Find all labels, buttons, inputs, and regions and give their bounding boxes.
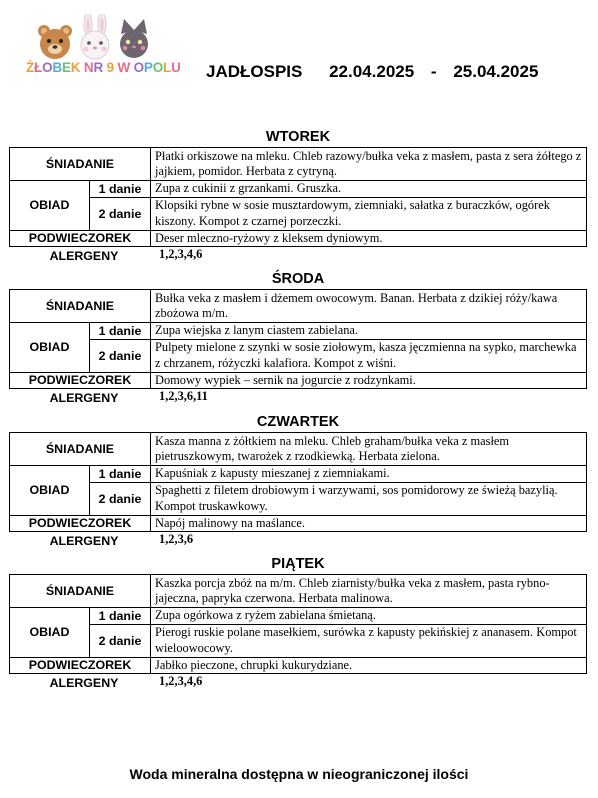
menu-title bbox=[206, 62, 538, 82]
course1-text: Kapuśniak z kapusty mieszanej z ziemniakami. bbox=[151, 466, 587, 483]
allergens-label: ALERGENY bbox=[49, 534, 119, 548]
nursery-logo bbox=[26, 14, 181, 82]
day-section-thursday bbox=[9, 412, 587, 550]
course1-text: Zupa wiejska z lanym ciastem zabielana. bbox=[151, 323, 587, 340]
day-title: ŚRODA bbox=[271, 271, 325, 287]
footer-note: Woda mineralna dostępna w nieograniczonej ilości bbox=[129, 766, 469, 782]
allergens-row bbox=[9, 674, 587, 692]
snack-text: Jabłko pieczone, chrupki kukurydziane. bbox=[151, 657, 587, 674]
breakfast-label: ŚNIADANIE bbox=[10, 290, 151, 323]
allergens-row bbox=[9, 532, 587, 550]
day-title: CZWARTEK bbox=[256, 414, 340, 430]
allergens-value: 1,2,3,6,11 bbox=[159, 389, 208, 403]
snack-row bbox=[10, 230, 587, 247]
allergens-label: ALERGENY bbox=[49, 676, 119, 690]
course2-row bbox=[10, 482, 587, 515]
course2-label: 2 danie bbox=[90, 197, 151, 230]
allergens-row bbox=[9, 389, 587, 407]
course1-row bbox=[10, 181, 587, 198]
logo-text: ŻŁOBEK NR 9 W OPOLU bbox=[26, 60, 181, 75]
course2-label: 2 danie bbox=[90, 339, 151, 372]
snack-row bbox=[10, 657, 587, 674]
course2-label: 2 danie bbox=[90, 482, 151, 515]
snack-text: Domowy wypiek – sernik na jogurcie z rodzynkami. bbox=[151, 372, 587, 389]
animal-faces-icon bbox=[26, 14, 168, 64]
course1-row bbox=[10, 608, 587, 625]
allergens-value: 1,2,3,4,6 bbox=[159, 674, 203, 688]
date-from: 22.04.2025 bbox=[329, 62, 415, 81]
allergens-label: ALERGENY bbox=[49, 249, 119, 263]
lunch-label: OBIAD bbox=[10, 323, 90, 373]
lunch-label: OBIAD bbox=[10, 181, 90, 231]
breakfast-row bbox=[10, 148, 587, 181]
course2-text: Pulpety mielone z szynki w sosie ziołowym, kasza jęczmienna na sypko, marchewka z chrzanem, różyczki kalafiora. Kompot z wiśni. bbox=[151, 339, 587, 372]
course1-label: 1 danie bbox=[90, 181, 151, 198]
breakfast-row bbox=[10, 433, 587, 466]
day-section-wednesday bbox=[9, 269, 587, 407]
course1-row bbox=[10, 466, 587, 483]
breakfast-row bbox=[10, 290, 587, 323]
course1-label: 1 danie bbox=[90, 466, 151, 483]
snack-row bbox=[10, 515, 587, 532]
breakfast-text: Płatki orkiszowe na mleku. Chleb razowy/bułka veka z masłem, pasta z sera żółtego z jajkiem, pomidor. Herbata z cytryną. bbox=[151, 148, 587, 181]
day-section-tuesday bbox=[9, 127, 587, 265]
allergens-value: 1,2,3,4,6 bbox=[159, 247, 203, 261]
breakfast-label: ŚNIADANIE bbox=[10, 433, 151, 466]
allergens-value: 1,2,3,6 bbox=[159, 532, 194, 546]
menu-table bbox=[9, 147, 587, 247]
lunch-label: OBIAD bbox=[10, 608, 90, 658]
breakfast-row bbox=[10, 575, 587, 608]
course1-label: 1 danie bbox=[90, 608, 151, 625]
lunch-label: OBIAD bbox=[10, 466, 90, 516]
date-to: 25.04.2025 bbox=[453, 62, 539, 81]
menu-table bbox=[9, 432, 587, 532]
course2-text: Spaghetti z filetem drobiowym i warzywami, sos pomidorowy ze świeżą bazylią. Kompot truskawkowy. bbox=[151, 482, 587, 515]
title-label: JADŁOSPIS bbox=[206, 62, 303, 81]
course2-text: Pierogi ruskie polane masełkiem, surówka z kapusty pekińskiej z ananasem. Kompot wieloowocowy. bbox=[151, 624, 587, 657]
day-title: PIĄTEK bbox=[271, 556, 325, 572]
snack-row bbox=[10, 372, 587, 389]
snack-label: PODWIECZOREK bbox=[10, 515, 151, 532]
allergens-label: ALERGENY bbox=[49, 391, 119, 405]
snack-label: PODWIECZOREK bbox=[10, 372, 151, 389]
snack-text: Deser mleczno-ryżowy z kleksem dyniowym. bbox=[151, 230, 587, 247]
breakfast-text: Kaszka porcja zbóż na m/m. Chleb ziarnisty/bułka veka z masłem, pasta rybno-jajeczna, papryka czerwona. Herbata malinowa. bbox=[151, 575, 587, 608]
course1-row bbox=[10, 323, 587, 340]
course1-text: Zupa ogórkowa z ryżem zabielana śmietaną. bbox=[151, 608, 587, 625]
breakfast-text: Kasza manna z żółtkiem na mleku. Chleb graham/bułka veka z masłem pietruszkowym, twarożek z rzodkiewką. Herbata zielona. bbox=[151, 433, 587, 466]
course1-label: 1 danie bbox=[90, 323, 151, 340]
day-section-friday bbox=[9, 554, 587, 692]
snack-label: PODWIECZOREK bbox=[10, 230, 151, 247]
breakfast-label: ŚNIADANIE bbox=[10, 148, 151, 181]
allergens-row bbox=[9, 247, 587, 265]
breakfast-label: ŚNIADANIE bbox=[10, 575, 151, 608]
course2-text: Klopsiki rybne w sosie musztardowym, ziemniaki, sałatka z buraczków, ogórek kiszony. Kompot z czarnej porzeczki. bbox=[151, 197, 587, 230]
menu-table bbox=[9, 289, 587, 389]
course2-label: 2 danie bbox=[90, 624, 151, 657]
day-title: WTOREK bbox=[265, 129, 331, 145]
course2-row bbox=[10, 339, 587, 372]
menu-table bbox=[9, 574, 587, 674]
breakfast-text: Bułka veka z masłem i dżemem owocowym. Banan. Herbata z dzikiej róży/kawa zbożowa m/m. bbox=[151, 290, 587, 323]
course2-row bbox=[10, 197, 587, 230]
course2-row bbox=[10, 624, 587, 657]
date-separator: - bbox=[430, 62, 437, 81]
snack-text: Napój malinowy na maślance. bbox=[151, 515, 587, 532]
course1-text: Zupa z cukinii z grzankami. Gruszka. bbox=[151, 181, 587, 198]
snack-label: PODWIECZOREK bbox=[10, 657, 151, 674]
